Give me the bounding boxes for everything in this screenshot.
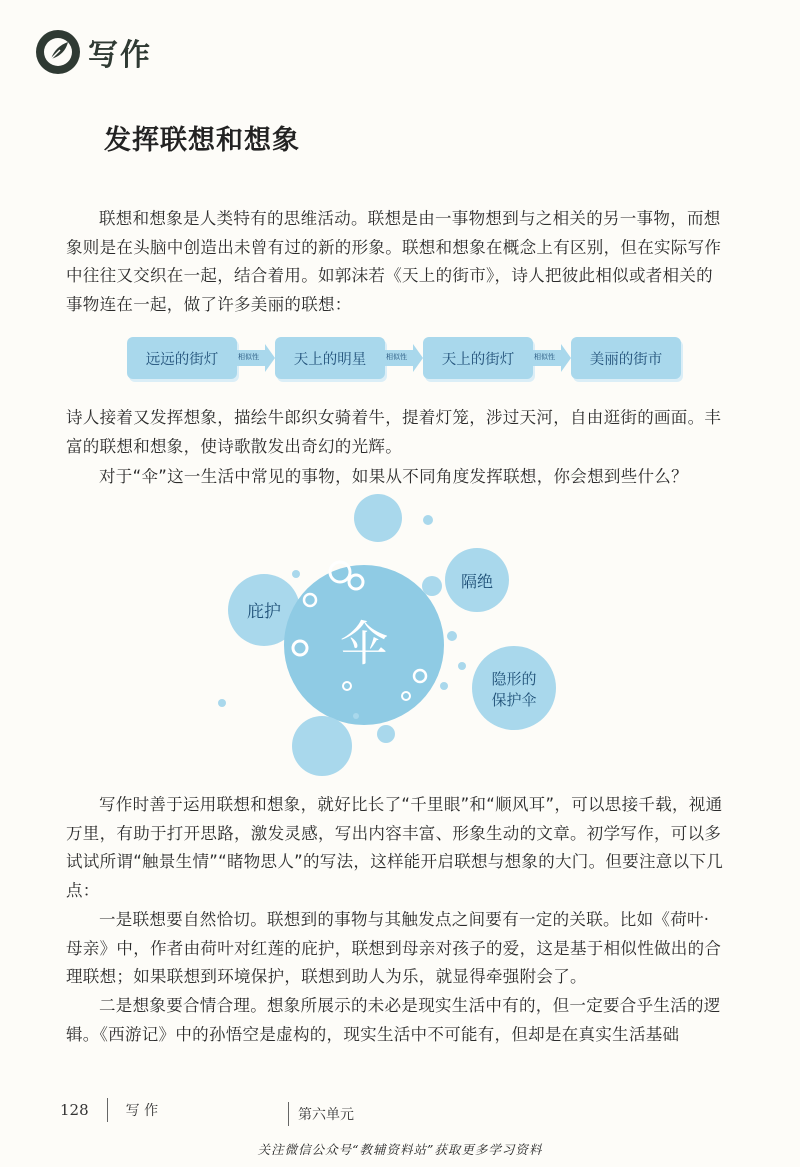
paragraph-5: 一是联想要自然恰切。联想到的事物与其触发点之间要有一定的关联。比如《荷叶·母亲》中，作者由荷叶对红莲的庇护，联想到母亲对孩子的爱，这是基于相似性做出的合理联想；如果联想到环境保护，联想到助人为乐，就显得牵强附会了。	[66, 910, 722, 986]
bubble-dot	[423, 515, 433, 525]
chain-arrow-1	[237, 337, 275, 379]
chain-arrow-2	[385, 337, 423, 379]
page-title: 发挥联想和想象	[104, 125, 300, 156]
bubble-dot	[458, 662, 466, 670]
footer-unit: 第六单元	[298, 1107, 354, 1123]
paragraph-2: 诗人接着又发挥想象，描绘牛郎织女骑着牛，提着灯笼，涉过天河，自由逛街的画面。丰富的联想和想象，使诗歌散发出奇幻的光辉。	[66, 408, 722, 456]
bubble-center-label: 伞	[339, 616, 389, 672]
footer-section: 写 作	[125, 1103, 159, 1119]
bubble-dot	[292, 570, 300, 578]
bubble-dot	[447, 631, 457, 641]
bubble-top-right-label: 隔绝	[460, 572, 494, 591]
chain-arrow-3	[533, 337, 571, 379]
bubble-dot	[353, 713, 359, 719]
footer-divider	[107, 1098, 108, 1122]
pen-icon	[36, 30, 80, 74]
chain-connector-label: 相似性	[238, 353, 259, 361]
paragraph-4: 写作时善于运用联想和想象，就好比长了“千里眼”和“顺风耳”，可以思接千载，视通万里，有助于打开思路，激发灵感，写出内容丰富、形象生动的文章。初学写作，可以多试试所谓“触景生情”“睹物思人”的写法，这样能开启联想与想象的大门。但要注意以下几点：	[66, 795, 723, 900]
bubble-dot	[377, 725, 395, 743]
watermark-notice: 关注微信公众号“教辅资料站”获取更多学习资料	[257, 1142, 543, 1157]
page-number: 128	[60, 1101, 89, 1119]
chain-item-1: 远远的街灯	[127, 337, 237, 379]
chain-connector-label: 相似性	[534, 353, 555, 361]
bubble-bottom-right-label-line2: 保护伞	[491, 691, 537, 709]
bubble-dot	[218, 699, 226, 707]
section-label: 写作	[88, 38, 152, 73]
paragraph-1: 联想和想象是人类特有的思维活动。联想是由一事物想到与之相关的另一事物，而想象则是在头脑中创造出未曾有过的新的形象。联想和想象在概念上有区别，但在实际写作中往往又交织在一起，结合着用。如郭沫若《天上的街市》，诗人把彼此相似或者相关的事物连在一起，做了许多美丽的联想：	[66, 209, 722, 314]
section-header	[36, 30, 152, 74]
bubble-bottom-right-label-line1: 隐形的	[491, 670, 537, 688]
paragraph-3: 对于“伞”这一生活中常见的事物，如果从不同角度发挥联想，你会想到些什么？	[99, 467, 688, 486]
association-chain	[127, 337, 681, 379]
bubble-dot	[422, 576, 442, 596]
bubble-bottom-right	[472, 646, 556, 730]
chain-item-2: 天上的明星	[275, 337, 385, 379]
footer-divider	[288, 1102, 289, 1126]
bubble-small	[354, 494, 402, 542]
chain-connector-label: 相似性	[386, 353, 407, 361]
page-footer	[60, 1098, 158, 1122]
bubble-bottom	[292, 716, 352, 776]
bubble-dot	[440, 682, 448, 690]
umbrella-association-diagram	[0, 490, 800, 790]
bubble-left-label: 庇护	[247, 602, 281, 622]
chain-item-4: 美丽的街市	[571, 337, 681, 379]
chain-item-3: 天上的街灯	[423, 337, 533, 379]
paragraph-6: 二是想象要合情合理。想象所展示的未必是现实生活中有的，但一定要合乎生活的逻辑。《西游记》中的孙悟空是虚构的，现实生活中不可能有，但却是在真实生活基础	[66, 996, 721, 1044]
